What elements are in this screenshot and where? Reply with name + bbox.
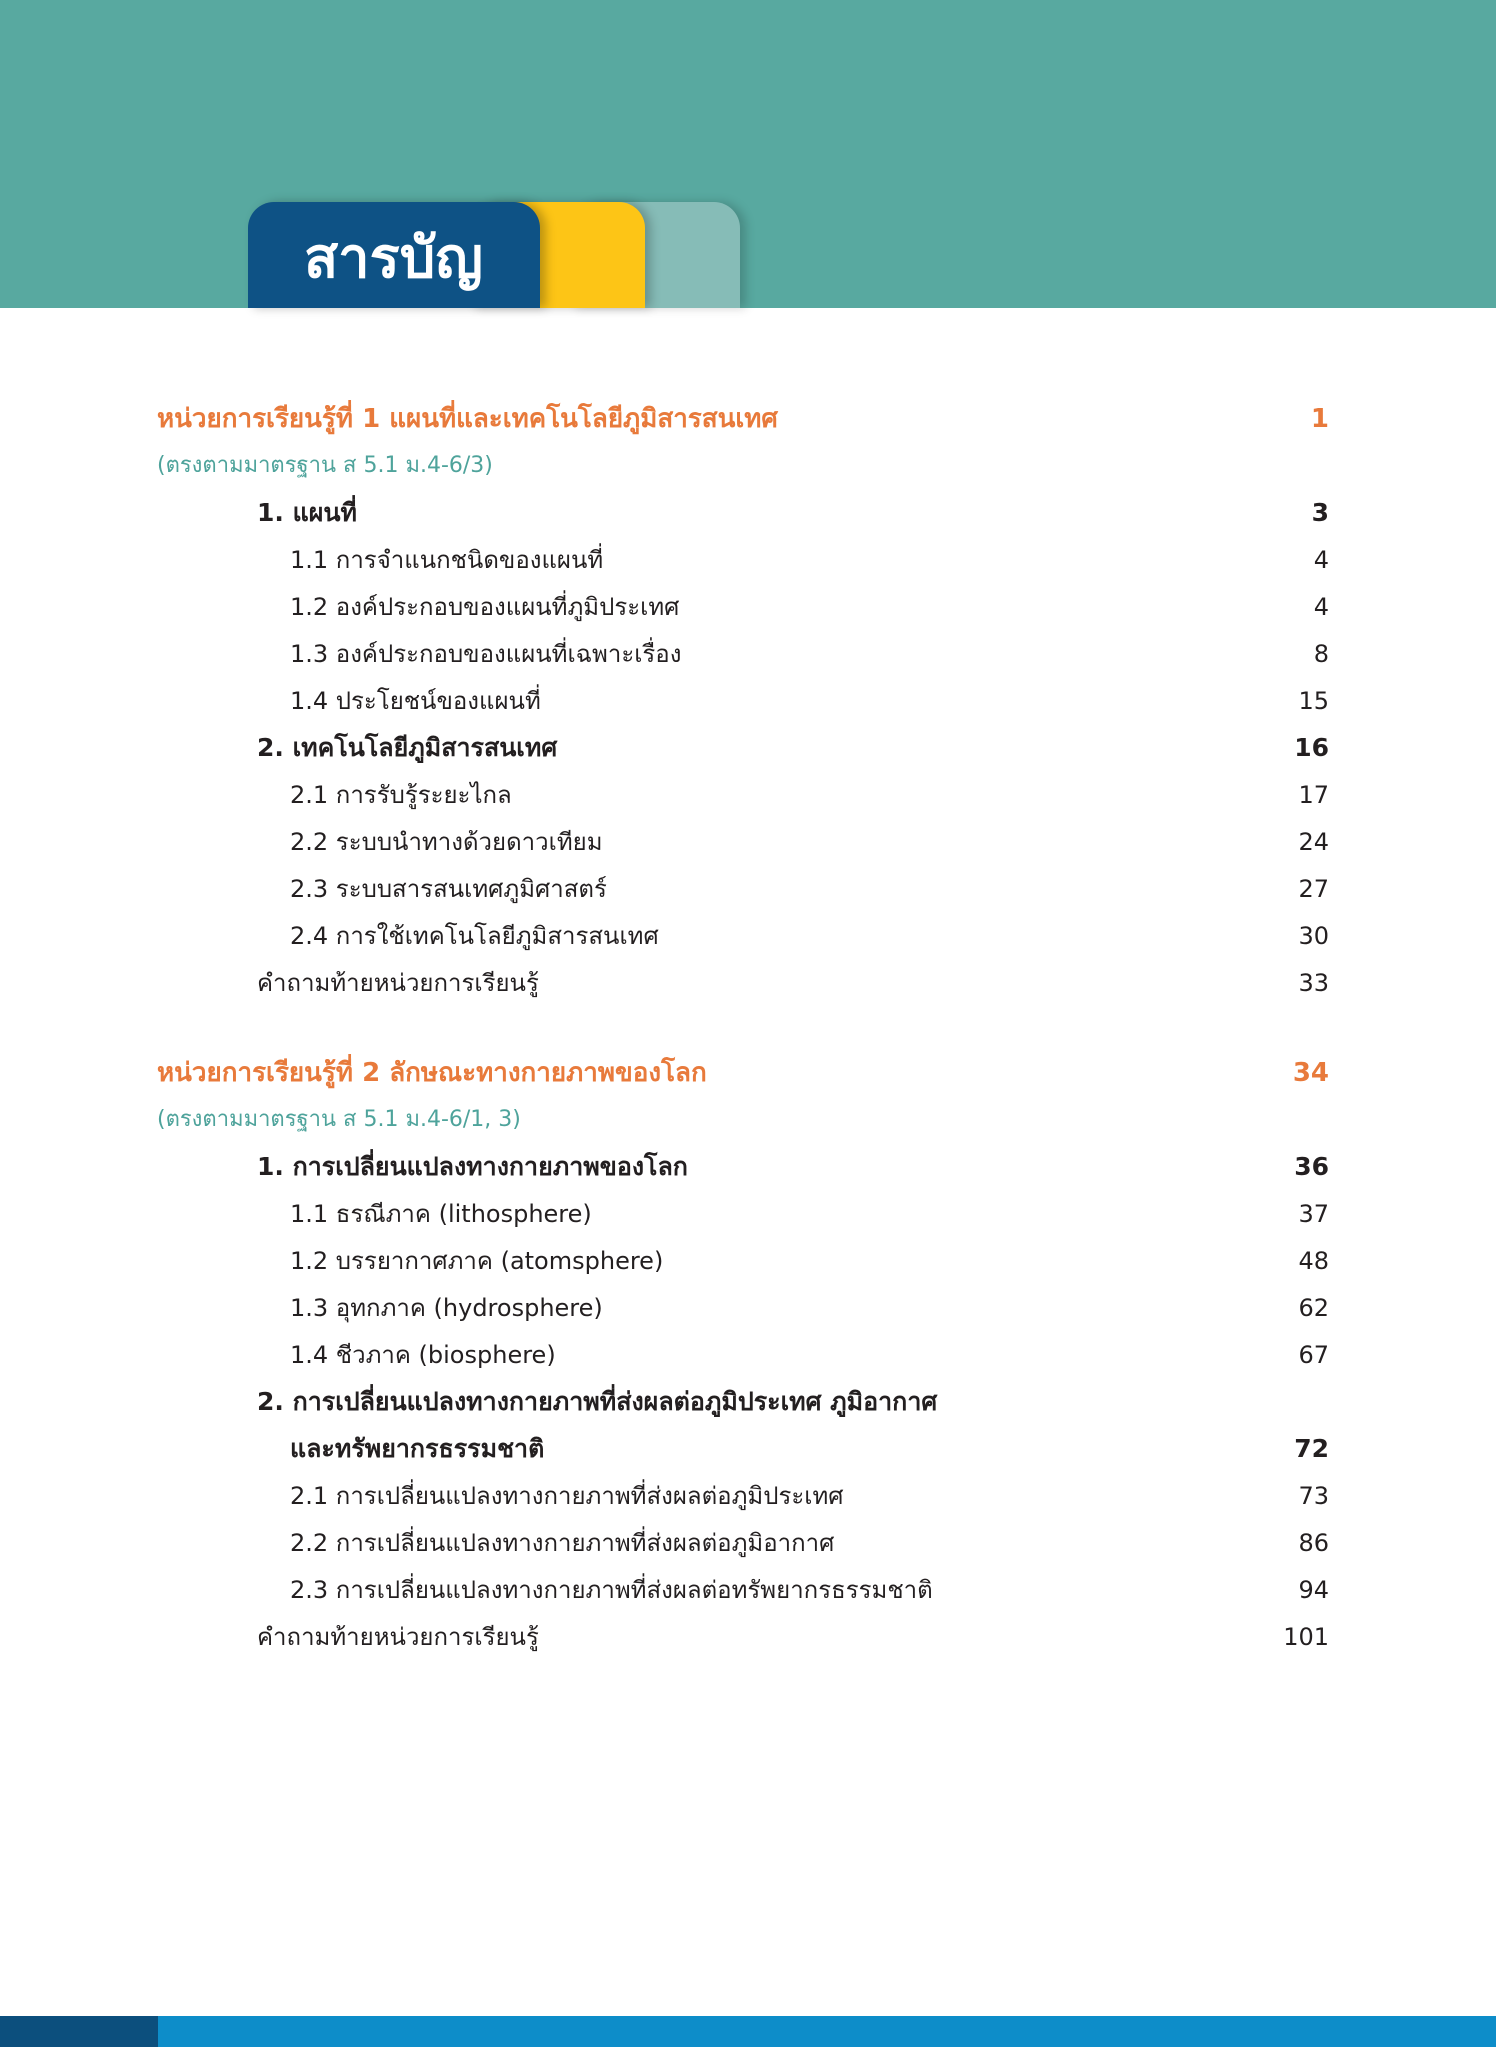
toc-entry[interactable]: [0, 1570, 1496, 1610]
toc-entry-page: 101: [1283, 1623, 1329, 1651]
toc-entry-page: 15: [1298, 687, 1329, 715]
toc-entry[interactable]: [0, 1476, 1496, 1516]
toc-entry-page: 16: [1294, 733, 1329, 762]
toc-unit-2-standard-text: (ตรงตามมาตรฐาน ส 5.1 ม.4-6/1, 3): [157, 1107, 521, 1132]
toc-entry-page: 27: [1298, 875, 1329, 903]
footer-bar-dark: [0, 2016, 158, 2047]
toc-entry-page: 67: [1298, 1341, 1329, 1369]
toc-entry-title: 1.4 ประโยชน์ของแผนที่: [290, 687, 541, 715]
toc-entry-title: 2. เทคโนโลยีภูมิสารสนเทศ: [257, 733, 558, 762]
toc-entry[interactable]: [0, 1147, 1496, 1187]
toc-entry-title: 2.4 การใช้เทคโนโลยีภูมิสารสนเทศ: [290, 922, 659, 950]
toc-entry[interactable]: [0, 822, 1496, 862]
toc-entry-title: 2.3 ระบบสารสนเทศภูมิศาสตร์: [290, 875, 607, 903]
toc-entry-title: 1.2 บรรยากาศภาค (atomsphere): [290, 1247, 664, 1275]
toc-entry-title: 2. การเปลี่ยนแปลงทางกายภาพที่ส่งผลต่อภูมิประเทศ ภูมิอากาศ: [257, 1387, 938, 1416]
toc-unit-2[interactable]: [0, 1053, 1496, 1093]
toc-entry-page: 8: [1313, 640, 1329, 668]
toc-entry-page: 48: [1298, 1247, 1329, 1275]
toc-entry-page: 94: [1298, 1576, 1329, 1604]
toc-entry[interactable]: [0, 916, 1496, 956]
toc-entry-title: 1.3 องค์ประกอบของแผนที่เฉพาะเรื่อง: [290, 640, 682, 668]
toc-entry-title: 2.2 การเปลี่ยนแปลงทางกายภาพที่ส่งผลต่อภูมิอากาศ: [290, 1529, 835, 1557]
toc-entry[interactable]: [0, 869, 1496, 909]
toc-entry[interactable]: [0, 1335, 1496, 1375]
toc-entry[interactable]: [0, 728, 1496, 768]
header-band: [0, 0, 1496, 308]
toc-unit-1-standard-text: (ตรงตามมาตรฐาน ส 5.1 ม.4-6/3): [157, 453, 493, 478]
toc-entry-page: 30: [1298, 922, 1329, 950]
toc-entry-page: 4: [1313, 546, 1329, 574]
toc-unit-1-page: 1: [1310, 404, 1329, 434]
toc-entry[interactable]: [0, 587, 1496, 627]
toc-entry-page: 3: [1311, 498, 1329, 527]
footer-bar-blue: [158, 2016, 1496, 2047]
toc-entry[interactable]: [0, 1523, 1496, 1563]
toc-entry-title: 1. การเปลี่ยนแปลงทางกายภาพของโลก: [257, 1152, 688, 1181]
toc-entry-title: 1.1 การจำแนกชนิดของแผนที่: [290, 546, 604, 574]
toc-entry-page: 4: [1313, 593, 1329, 621]
toc-entry-title: 1.2 องค์ประกอบของแผนที่ภูมิประเทศ: [290, 593, 680, 621]
toc-unit-2-standard: [0, 1100, 1496, 1140]
toc-entry-title: และทรัพยากรธรรมชาติ: [290, 1434, 545, 1463]
toc-entry[interactable]: [0, 681, 1496, 721]
toc-entry[interactable]: [0, 1382, 1496, 1422]
toc-entry[interactable]: [0, 493, 1496, 533]
toc-entry-page: 24: [1298, 828, 1329, 856]
toc-entry-title: 1.3 อุทกภาค (hydrosphere): [290, 1294, 603, 1322]
toc-entry-page: 73: [1298, 1482, 1329, 1510]
toc-entry-page: 72: [1294, 1434, 1329, 1463]
toc-entry[interactable]: [0, 1288, 1496, 1328]
toc-entry[interactable]: [0, 540, 1496, 580]
toc-entry-continued[interactable]: [0, 1429, 1496, 1469]
toc-entry-title: 2.2 ระบบนำทางด้วยดาวเทียม: [290, 828, 603, 856]
toc-entry-title: 1. แผนที่: [257, 498, 357, 527]
toc-entry-page: 36: [1294, 1152, 1329, 1181]
toc-entry-title: 2.3 การเปลี่ยนแปลงทางกายภาพที่ส่งผลต่อทรัพยากรธรรมชาติ: [290, 1576, 933, 1604]
toc-unit-1[interactable]: [0, 399, 1496, 439]
toc-unit-1-title: หน่วยการเรียนรู้ที่ 1 แผนที่และเทคโนโลยีภูมิสารสนเทศ: [157, 404, 778, 434]
toc-entry-title: 1.1 ธรณีภาค (lithosphere): [290, 1200, 592, 1228]
toc-entry[interactable]: [0, 775, 1496, 815]
toc-unit-1-standard: [0, 446, 1496, 486]
toc-entry-page: 86: [1298, 1529, 1329, 1557]
toc-unit-2-questions[interactable]: [0, 1617, 1496, 1657]
toc-entry-title: 2.1 การเปลี่ยนแปลงทางกายภาพที่ส่งผลต่อภูมิประเทศ: [290, 1482, 844, 1510]
toc-entry-title: คำถามท้ายหน่วยการเรียนรู้: [257, 1623, 539, 1651]
toc-entry-page: 17: [1298, 781, 1329, 809]
toc-entry-title: 2.1 การรับรู้ระยะไกล: [290, 781, 512, 809]
toc-unit-2-title: หน่วยการเรียนรู้ที่ 2 ลักษณะทางกายภาพของโลก: [157, 1058, 707, 1088]
toc-entry-title: 1.4 ชีวภาค (biosphere): [290, 1341, 556, 1369]
toc-entry[interactable]: [0, 1194, 1496, 1234]
toc-unit-1-questions[interactable]: [0, 963, 1496, 1003]
toc-entry-page: 33: [1298, 969, 1329, 997]
toc-entry-page: 62: [1298, 1294, 1329, 1322]
toc-entry-title: คำถามท้ายหน่วยการเรียนรู้: [257, 969, 539, 997]
page-title: สารบัญ: [304, 226, 483, 291]
toc-entry[interactable]: [0, 1241, 1496, 1281]
toc-entry[interactable]: [0, 634, 1496, 674]
toc-entry-page: 37: [1298, 1200, 1329, 1228]
toc-unit-2-page: 34: [1292, 1058, 1329, 1088]
